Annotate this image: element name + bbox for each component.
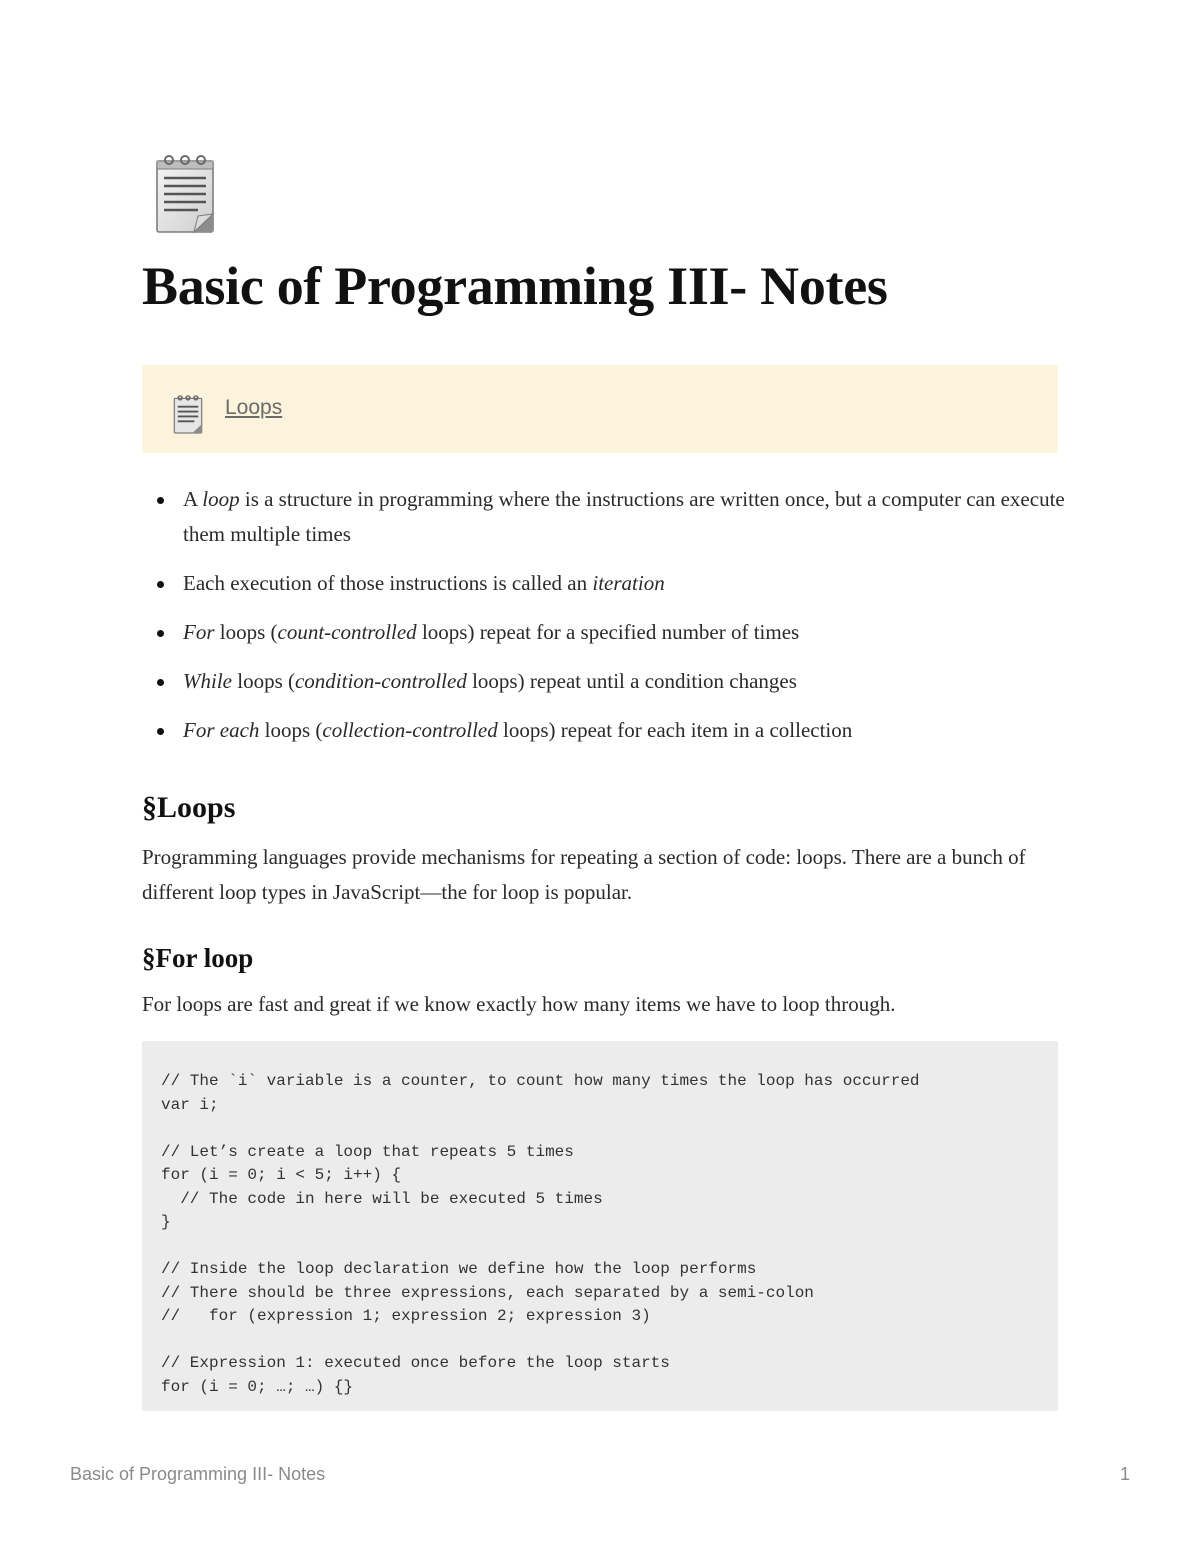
section-heading-for-loop: §For loop [142, 943, 254, 973]
list-item [142, 713, 1072, 748]
italic-text: For each [183, 718, 260, 742]
italic-text: collection-controlled [322, 718, 498, 742]
footer-title: Basic of Programming III- Notes [70, 1464, 326, 1484]
section-heading-loops: §Loops [142, 791, 236, 824]
notepad-icon [154, 152, 216, 234]
callout-box [142, 365, 1058, 453]
code-block [142, 1041, 1058, 1411]
loops-paragraph: Programming languages provide mechanisms for repeating a section of code: loops. There are a bunch of different loop types in JavaScript—the for loop is popular. [142, 845, 1026, 904]
bullet-list [142, 482, 1072, 762]
page-number: 1 [1119, 1464, 1130, 1484]
text-run: loops ( [259, 718, 323, 742]
for-loop-paragraph: For loops are fast and great if we know exactly how many items we have to loop through. [142, 992, 896, 1016]
text-run: is a structure in programming where the instructions are written once, but a computer can execute them multiple times [183, 487, 1065, 546]
text-run: Each execution of those instructions is called an [183, 571, 593, 595]
italic-text: loop [202, 487, 240, 511]
italic-text: count-controlled [277, 620, 417, 644]
list-item [142, 664, 1072, 699]
italic-text: For [183, 620, 215, 644]
text-run: loops ( [214, 620, 278, 644]
list-item [142, 615, 1072, 650]
text-run: loops) repeat until a condition changes [466, 669, 797, 693]
italic-text: While [183, 669, 232, 693]
loops-link[interactable]: Loops [225, 396, 283, 419]
text-run: loops) repeat for a specified number of times [416, 620, 800, 644]
code-text: // The `i` variable is a counter, to count how many times the loop has occurred var i; // Let’s create a loop that repeats 5 times for (i = 0; i < 5; i++) { // The code in here will be executed 5 times } // Inside the loop declaration we define how the loop performs // There should be three expressions, each separated by a semi-colon // for (expression 1; expression 2; expression 3) // Expression 1: executed once before the loop starts for (i = 0; …; …) {} [161, 1072, 920, 1396]
italic-text: condition-controlled [294, 669, 467, 693]
page-title: Basic of Programming III- Notes [142, 256, 888, 316]
notepad-icon [172, 394, 204, 434]
text-run: loops ( [231, 669, 295, 693]
text-run: loops) repeat for each item in a collection [497, 718, 853, 742]
list-item [142, 482, 1072, 552]
text-run: A [183, 487, 203, 511]
italic-text: iteration [592, 571, 665, 595]
list-item [142, 566, 1072, 601]
